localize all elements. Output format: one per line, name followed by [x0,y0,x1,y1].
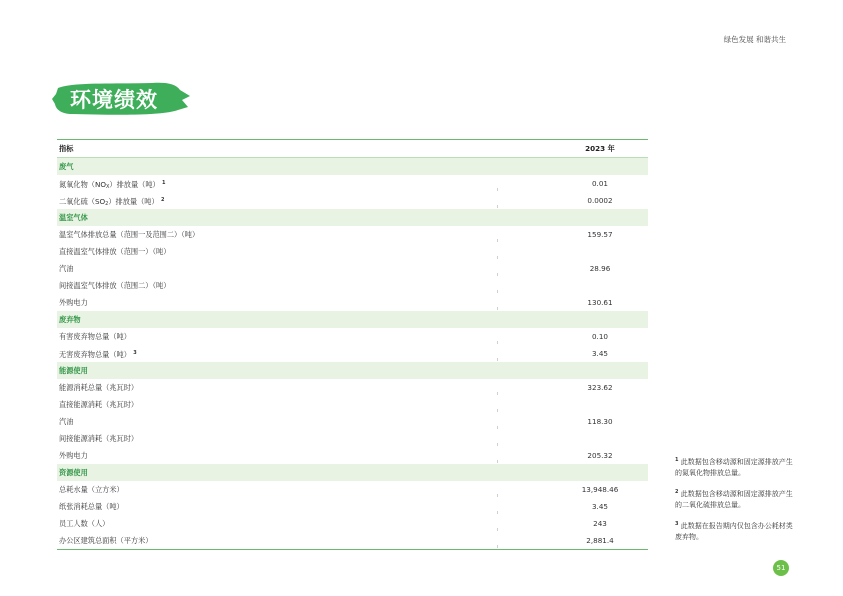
row-divider-tick [497,426,498,429]
table-row [57,396,648,413]
table-row [57,481,648,498]
table-row [57,328,648,345]
indicator-label-text: 外购电力 [59,298,88,307]
indicator-label-text: 直接能源消耗（兆瓦时） [59,400,139,409]
column-header-indicator: 指标 [59,144,74,153]
subscript: 2 [105,201,109,207]
footnote-marker: 3 [133,350,137,356]
indicator-label [59,447,88,464]
row-divider-tick [497,494,498,497]
table-row [57,345,648,362]
category-label: 废气 [59,162,74,171]
table-row [57,532,648,549]
page-number: 51 [773,560,789,576]
indicator-label [59,481,124,498]
table-row [57,226,648,243]
section-tag: 绿色发展 和谐共生 [723,35,786,44]
table-row [57,260,648,277]
indicator-label-text: 总耗水量（立方米） [59,485,124,494]
footnote-marker: 1 [162,180,166,186]
indicator-label-text: 间接能源消耗（兆瓦时） [59,434,139,443]
page-title: 环境绩效 [70,88,158,112]
indicator-label-text: 能源消耗总量（兆瓦时） [59,383,139,392]
row-divider-tick [497,307,498,310]
indicator-label-text: 员工人数（人） [59,519,110,528]
indicator-label-text: 有害废弃物总量（吨） [59,332,131,341]
value-2023: 205.32 [587,451,613,460]
column-header-year: 2023 年 [585,144,615,153]
indicator-label [59,294,88,311]
indicator-label [59,379,138,396]
indicator-label-text: 纸张消耗总量（吨） [59,502,124,511]
row-divider-tick [497,511,498,514]
table-category-row [57,209,648,226]
indicator-label [59,345,137,363]
indicator-label [59,328,131,345]
environmental-performance-table [57,139,648,550]
value-2023: 118.30 [587,417,613,426]
indicator-label [59,277,170,294]
footnote-text: 此数据在报告期内仅包含办公耗材类废弃物。 [675,522,793,541]
value-2023: 0.0002 [587,196,613,205]
row-divider-tick [497,443,498,446]
value-2023: 3.45 [591,349,608,358]
row-divider-tick [497,290,498,293]
indicator-label-text: 汽油 [59,264,74,273]
indicator-label-text: 外购电力 [59,451,88,460]
indicator-label [59,498,124,515]
indicator-label [59,413,73,430]
indicator-label-suffix: ）排放量（吨） [108,197,159,206]
value-2023: 0.10 [591,332,608,341]
table-category-row [57,158,648,175]
value-2023: 28.96 [589,264,611,273]
indicator-label-suffix: ）排放量（吨） [109,180,160,189]
table-header-row [57,140,648,158]
value-2023: 130.61 [587,298,613,307]
table-row [57,277,648,294]
indicator-label [59,515,109,532]
indicator-label-text: 间接温室气体排放（范围二）（吨） [59,281,171,290]
table-row [57,515,648,532]
footnote-number: 2 [675,489,679,495]
value-2023: 323.62 [587,383,613,392]
footnote [675,519,793,543]
row-divider-tick [497,273,498,276]
footnote-marker: 2 [160,197,165,203]
value-2023: 0.01 [591,179,608,188]
table-row [57,192,648,209]
row-divider-tick [497,239,498,242]
indicator-label [59,430,138,447]
row-divider-tick [497,545,498,548]
indicator-label [59,243,170,260]
indicator-label-text: 无害废弃物总量（吨） [59,350,131,359]
value-2023: 243 [593,519,607,528]
row-divider-tick [497,188,498,191]
indicator-label-text: 直接温室气体排放（范围一）（吨） [59,247,171,256]
table-row [57,175,648,192]
footnote-text: 此数据包含移动源和固定源排放产生的二氧化硫排放总量。 [675,490,793,509]
table-row [57,243,648,260]
row-divider-tick [497,392,498,395]
value-2023: 2,881.4 [586,536,614,545]
indicator-label [59,532,152,549]
subscript: X [105,184,110,190]
table-row [57,498,648,515]
category-label: 资源使用 [59,468,88,477]
row-divider-tick [497,528,498,531]
value-2023: 159.57 [587,230,613,239]
row-divider-tick [497,409,498,412]
table-row [57,379,648,396]
indicator-label-text: 氮氧化物（NO [59,180,106,189]
row-divider-tick [497,256,498,259]
category-label: 温室气体 [59,213,88,222]
category-label: 能源使用 [59,366,88,375]
row-divider-tick [497,205,498,208]
indicator-label [59,396,138,413]
indicator-label [59,260,73,277]
indicator-label-text: 温室气体排放总量（范围一及范围二）（吨） [59,230,200,239]
row-divider-tick [497,341,498,344]
table-category-row [57,464,648,481]
table-row [57,413,648,430]
table-category-row [57,311,648,328]
row-divider-tick [497,358,498,361]
footnote [675,487,793,511]
footnote-text: 此数据包含移动源和固定源排放产生的氮氧化物排放总量。 [675,458,793,477]
value-2023: 3.45 [591,502,608,511]
footnotes [675,455,793,551]
table-row [57,294,648,311]
value-2023: 13,948.46 [581,485,619,494]
footnote-number: 1 [675,457,679,463]
category-label: 废弃物 [59,315,81,324]
indicator-label-text: 二氧化硫（SO [59,197,106,206]
indicator-label-text: 办公区建筑总面积（平方米） [59,536,153,545]
indicator-label [59,226,199,243]
table-row [57,447,648,464]
indicator-label-text: 汽油 [59,417,74,426]
footnote-number: 3 [675,521,679,527]
table-row [57,430,648,447]
footnote [675,455,793,479]
row-divider-tick [497,460,498,463]
table-category-row [57,362,648,379]
